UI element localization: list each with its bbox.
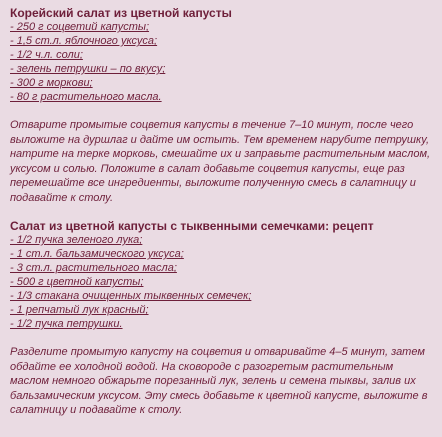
ingredient-item: - 3 ст.л. растительного масла; bbox=[10, 262, 177, 274]
ingredient-item: - 80 г растительного масла. bbox=[10, 91, 162, 103]
ingredient-item: - 1,5 ст.л. яблочного уксуса; bbox=[10, 35, 158, 47]
recipe-directions: Разделите промытую капусту на соцветия и отваривайте 4–5 минут, затем обдайте ее холодной водой. На сковороде с разогретым растительным маслом немного обжарьте порезанный лук, зелень и семена тыквы, залив их бальзамическим уксусом. Эту смесь добавьте к цветной капусте, выложите в салатницу и подавайте к столу. bbox=[10, 346, 428, 416]
ingredient-item: - 1 ст.л. бальзамического уксуса; bbox=[10, 248, 184, 260]
ingredient-item: - 500 г цветной капусты; bbox=[10, 276, 144, 288]
recipe-korean-cauliflower-salad bbox=[10, 6, 432, 205]
spacer bbox=[10, 104, 432, 118]
ingredient-item: - 1 репчатый лук красный; bbox=[10, 304, 149, 316]
ingredient-item: - 1/2 ч.л. соли; bbox=[10, 49, 83, 61]
ingredient-item: - 1/2 пучка петрушки. bbox=[10, 318, 123, 330]
spacer bbox=[10, 205, 432, 219]
recipe-title: Корейский салат из цветной капусты bbox=[10, 6, 232, 20]
ingredient-item: - зелень петрушки – по вкусу; bbox=[10, 63, 166, 75]
ingredient-list bbox=[10, 233, 432, 331]
ingredient-item: - 300 г моркови; bbox=[10, 77, 93, 89]
ingredient-item: - 1/2 пучка зеленого лука; bbox=[10, 234, 143, 246]
ingredient-list bbox=[10, 20, 432, 104]
spacer bbox=[10, 331, 432, 345]
ingredient-item: - 1/3 стакана очищенных тыквенных семечек; bbox=[10, 290, 252, 302]
recipe-directions: Отварите промытые соцветия капусты в течение 7–10 минут, после чего выложите на дуршлаг и дайте им остыть. Тем временем нарубите петрушку, натрите на терке морковь, смешайте их и заправьте растительным маслом, уксусом и солью. Положите в салат добавьте соцветия капусты, еще раз перемешайте все ингредиенты, выложите полученную смесь в салатницу и подавайте к столу. bbox=[10, 119, 431, 204]
recipe-title: Салат из цветной капусты с тыквенными семечками: рецепт bbox=[10, 219, 374, 233]
ingredient-item: - 250 г соцветий капусты; bbox=[10, 21, 150, 33]
recipe-cauliflower-pumpkin-seed-salad bbox=[10, 219, 432, 418]
